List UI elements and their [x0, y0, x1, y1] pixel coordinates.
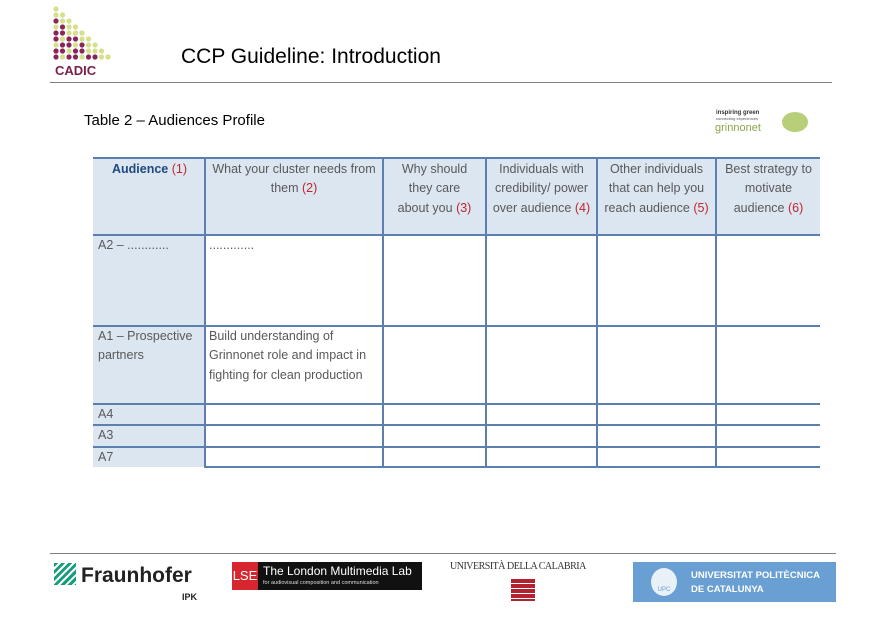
cell[interactable] [383, 235, 486, 326]
cadic-dot [53, 24, 58, 29]
table-row [93, 404, 820, 425]
cadic-dot [60, 48, 65, 53]
cell[interactable] [597, 235, 716, 326]
lse-mark: LSE [232, 562, 258, 590]
cadic-dot [105, 54, 110, 59]
audience-cell: A2 – ............ [93, 235, 205, 326]
lse-sub: for audiovisual composition and communication [263, 580, 379, 586]
header-num: (6) [787, 200, 804, 215]
cadic-dot [86, 42, 91, 47]
header-text: Why should they care about you [397, 162, 468, 215]
header-divider [50, 82, 832, 83]
cadic-dots-icon [52, 5, 114, 63]
cadic-dot [79, 42, 84, 47]
cell[interactable] [716, 425, 820, 446]
cadic-dot [53, 36, 58, 41]
cadic-dot [60, 12, 65, 17]
cadic-dot [79, 36, 84, 41]
unical-emblem-icon [511, 579, 535, 601]
grinnonet-line2: connecting experiences [716, 116, 759, 121]
cadic-dot [60, 36, 65, 41]
header-individuals [486, 158, 597, 235]
cell[interactable] [716, 235, 820, 326]
audience-cell: A3 [93, 425, 205, 446]
cell[interactable] [716, 326, 820, 404]
header-text: What your cluster needs from them [212, 162, 376, 196]
cadic-dot [92, 42, 97, 47]
cadic-dot [60, 54, 65, 59]
unical-logo [450, 562, 600, 604]
upc-line1: UNIVERSITAT POLITÈCNICA [691, 570, 820, 581]
table-header-row [93, 158, 820, 235]
cadic-logo [52, 5, 114, 77]
header-text: Individuals with credibility/ power over audience [492, 162, 589, 215]
cell[interactable] [383, 425, 486, 446]
header-num: (1) [171, 162, 188, 176]
cadic-dot [73, 48, 78, 53]
needs-cell[interactable] [205, 425, 383, 446]
cadic-dot [92, 48, 97, 53]
cadic-dot [66, 30, 71, 35]
grinnonet-line1: inspiring green [716, 110, 760, 116]
cadic-dot [79, 54, 84, 59]
cell[interactable] [486, 425, 597, 446]
header-needs [205, 158, 383, 235]
cadic-dot [53, 30, 58, 35]
cell[interactable] [383, 447, 486, 467]
cell[interactable] [716, 447, 820, 467]
cadic-dot [73, 36, 78, 41]
unical-text: UNIVERSITÀ DELLA CALABRIA [450, 561, 586, 572]
lse-logo [232, 562, 422, 590]
header-other-individuals [597, 158, 716, 235]
cell[interactable] [486, 404, 597, 425]
lse-title: The London Multimedia Lab [263, 564, 412, 578]
cadic-logo-text: CADIC [55, 63, 97, 78]
cadic-dot [66, 48, 71, 53]
table-row [93, 447, 820, 467]
grinnonet-logo [714, 110, 810, 140]
cell[interactable] [486, 235, 597, 326]
cadic-dot [66, 24, 71, 29]
cell[interactable] [383, 326, 486, 404]
header-why-care [383, 158, 486, 235]
cell[interactable] [597, 425, 716, 446]
needs-cell[interactable] [205, 404, 383, 425]
cadic-dot [60, 18, 65, 23]
header-num: (2) [302, 181, 318, 196]
cell[interactable] [597, 447, 716, 467]
header-num: (3) [456, 200, 472, 215]
cell[interactable] [486, 326, 597, 404]
cadic-dot [99, 48, 104, 53]
cadic-dot [92, 54, 97, 59]
fraunhofer-stripes-icon [54, 563, 76, 585]
upc-logo [633, 562, 836, 602]
cadic-dot [86, 54, 91, 59]
page-title: CCP Guideline: Introduction [181, 45, 441, 68]
header-audience [93, 158, 205, 235]
cadic-dot [66, 18, 71, 23]
audiences-table [93, 157, 820, 468]
cadic-dot [99, 54, 104, 59]
cell[interactable] [383, 404, 486, 425]
cadic-dot [66, 54, 71, 59]
cell[interactable] [597, 404, 716, 425]
fraunhofer-logo [54, 562, 204, 604]
cadic-dot [53, 48, 58, 53]
footer-divider [50, 553, 836, 554]
audience-cell: A7 [93, 447, 205, 467]
cadic-dot [60, 42, 65, 47]
cadic-dot [53, 18, 58, 23]
table-title: Table 2 – Audiences Profile [84, 112, 265, 129]
cell[interactable] [486, 447, 597, 467]
fraunhofer-sub: IPK [182, 592, 198, 602]
header-text: Audience [111, 162, 169, 176]
cadic-dot [53, 12, 58, 17]
needs-cell[interactable]: Build understanding of Grinnonet role and impact in fighting for clean production [205, 326, 383, 404]
header-num: (5) [693, 200, 709, 215]
cell[interactable] [597, 326, 716, 404]
cadic-dot [60, 24, 65, 29]
header-text: Other individuals that can help you reach audience [604, 162, 705, 215]
upc-emblem-icon: UPC [651, 568, 677, 596]
cadic-dot [53, 42, 58, 47]
grinnonet-bulb-icon [782, 112, 808, 132]
fraunhofer-text: Fraunhofer [81, 564, 192, 587]
upc-line2: DE CATALUNYA [691, 584, 764, 595]
needs-cell[interactable] [205, 447, 383, 467]
cadic-dot [73, 54, 78, 59]
cadic-dot [73, 42, 78, 47]
cadic-dot [53, 6, 58, 11]
cadic-dot [73, 30, 78, 35]
cadic-dot [66, 36, 71, 41]
cell[interactable] [716, 404, 820, 425]
header-text: Best strategy to motivate audience [725, 162, 812, 215]
audience-cell: A1 – Prospective partners [93, 326, 205, 404]
audience-cell: A4 [93, 404, 205, 425]
table-row [93, 235, 820, 326]
cadic-dot [79, 30, 84, 35]
cadic-dot [73, 24, 78, 29]
cadic-dot [86, 48, 91, 53]
grinnonet-name: grinnonet [715, 122, 761, 134]
cadic-dot [79, 48, 84, 53]
cadic-dot [66, 42, 71, 47]
table-row [93, 326, 820, 404]
header-strategy [716, 158, 820, 235]
header-num: (4) [574, 200, 591, 215]
table-row [93, 425, 820, 446]
cadic-dot [86, 36, 91, 41]
cadic-dot [53, 54, 58, 59]
needs-cell[interactable]: ............. [205, 235, 383, 326]
cadic-dot [60, 30, 65, 35]
